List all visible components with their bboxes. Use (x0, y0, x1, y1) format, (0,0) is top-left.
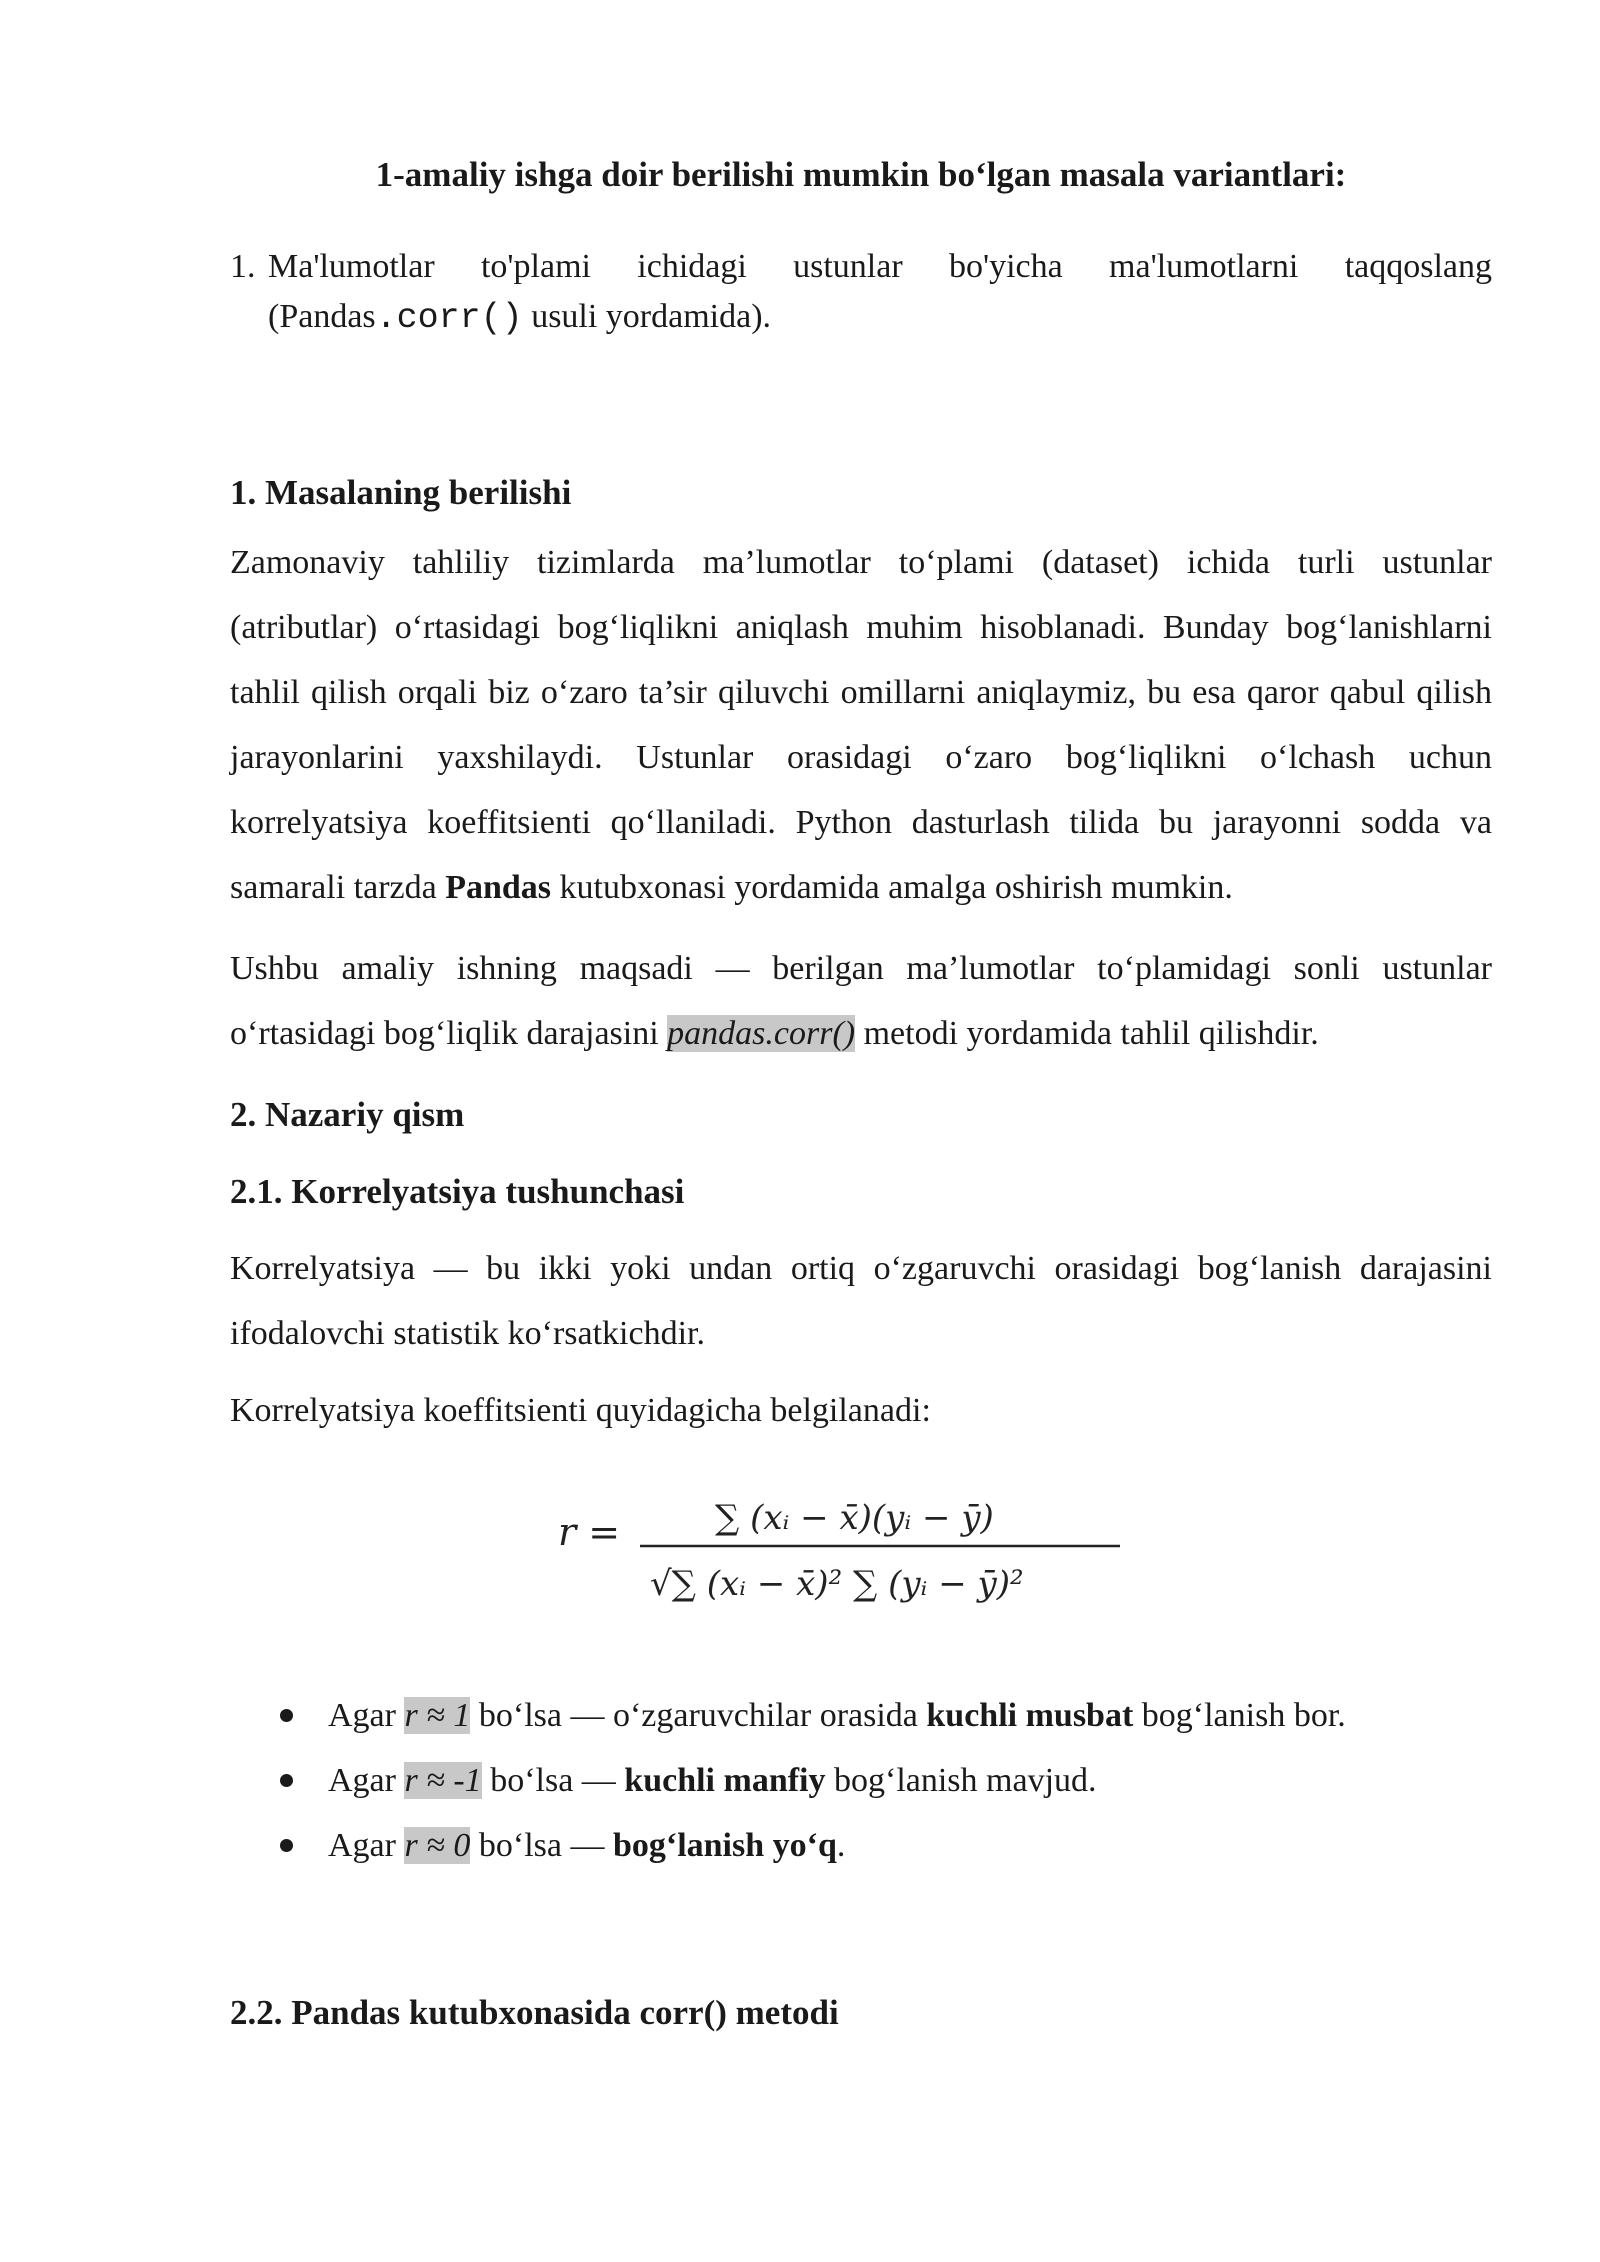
bullet-dot-icon (280, 1709, 293, 1722)
section1-paragraph-1 (230, 530, 1492, 920)
bullet-bold: bog‘lanish yo‘q (612, 1827, 837, 1864)
section2-paragraph-1: Korrelyatsiya — bu ikki yoki undan ortiq o‘zgaruvchi orasidagi bog‘lanish darajasini ifodalovchi statistik ko‘rsatkichdir. (230, 1250, 1492, 1352)
task-number: 1. (230, 248, 256, 285)
bullet-mid: bo‘lsa — (470, 1827, 613, 1864)
bullet-prefix: Agar (328, 1762, 405, 1799)
p1-before: Zamonaviy tahliliy tizimlarda ma’lumotlar to‘plami (dataset) ichida turli ustunlar (atributlar) o‘rtasidagi bog‘liqlikni aniqlash muhim hisoblanadi. Bunday bog‘lanishlarni tahlil qilish orqali biz o‘zaro ta’sir qiluvchi omillarni aniqlaymiz, bu esa qaror qabul qilish jarayonlarini yaxshilaydi. Ustunlar orasidagi o‘zaro bog‘liqlikni o‘lchash uchun korrelyatsiya koeffitsienti qo‘llaniladi. Python dasturlash tilida bu jarayonni sodda va samarali tarzda (230, 544, 1492, 906)
bullet-highlight: r ≈ 1 (404, 1697, 471, 1734)
p2-code-highlight: pandas.corr() (667, 1015, 856, 1052)
page-content (230, 150, 1492, 2038)
bullet-end: bog‘lanish mavjud. (825, 1762, 1097, 1799)
section2-paragraph-2: Korrelyatsiya koeffitsienti quyidagicha belgilanadi: (230, 1392, 931, 1429)
formula-svg (230, 1473, 1492, 1633)
p1-bold: Pandas (445, 869, 552, 906)
correlation-bullets (230, 1683, 1492, 1878)
task-code: .corr() (375, 298, 523, 338)
task-text-before: Ma'lumotlar to'plami ichidagi ustunlar bo'yicha ma'lumotlarni taqqoslang (Pandas (268, 248, 1492, 335)
task-item (230, 242, 1492, 343)
correlation-formula (230, 1473, 1492, 1633)
bullet-prefix: Agar (328, 1827, 405, 1864)
task-text-after: usuli yordamida). (522, 298, 772, 335)
bullet-end: bog‘lanish bor. (1133, 1697, 1346, 1734)
bullet-mid: bo‘lsa — o‘zgaruvchilar orasida (470, 1697, 927, 1734)
p2-after: metodi yordamida tahlil qilishdir. (855, 1015, 1319, 1052)
bullet-dot-icon (280, 1839, 293, 1852)
section1-paragraph-2 (230, 936, 1492, 1066)
bullet-item (230, 1813, 1492, 1878)
p2-before: Ushbu amaliy ishning maqsadi — berilgan ma’lumotlar to‘plamidagi sonli ustunlar o‘rtasidagi bog‘liqlik darajasini (230, 950, 1492, 1052)
section2-1-heading: 2.1. Korrelyatsiya tushunchasi (230, 1172, 685, 1211)
bullet-item (230, 1683, 1492, 1748)
bullet-highlight: r ≈ 0 (404, 1827, 471, 1864)
document-title: 1-amaliy ishga doir berilishi mumkin bo‘lgan masala variantlari: (375, 155, 1347, 194)
bullet-item (230, 1748, 1492, 1813)
section2-2-heading: 2.2. Pandas kutubxonasida corr() metodi (230, 1993, 839, 2032)
formula-numerator: ∑ (xᵢ − x̄)(yᵢ − ȳ) (715, 1498, 994, 1538)
bullet-prefix: Agar (328, 1697, 405, 1734)
bullet-end: . (836, 1827, 846, 1864)
bullet-mid: bo‘lsa — (481, 1762, 625, 1799)
bullet-dot-icon (280, 1774, 293, 1787)
task-list (230, 242, 1492, 343)
bullet-highlight: r ≈ -1 (404, 1762, 482, 1799)
bullet-bold: kuchli manfiy (624, 1762, 826, 1799)
section1-heading: 1. Masalaning berilishi (230, 473, 572, 512)
formula-lhs: r = (558, 1510, 621, 1554)
bullet-bold: kuchli musbat (926, 1697, 1134, 1734)
p1-after: kutubxonasi yordamida amalga oshirish mumkin. (551, 869, 1233, 906)
section2-heading: 2. Nazariy qism (230, 1095, 465, 1134)
formula-denominator: √∑ (xᵢ − x̄)² ∑ (yᵢ − ȳ)² (650, 1564, 1024, 1604)
